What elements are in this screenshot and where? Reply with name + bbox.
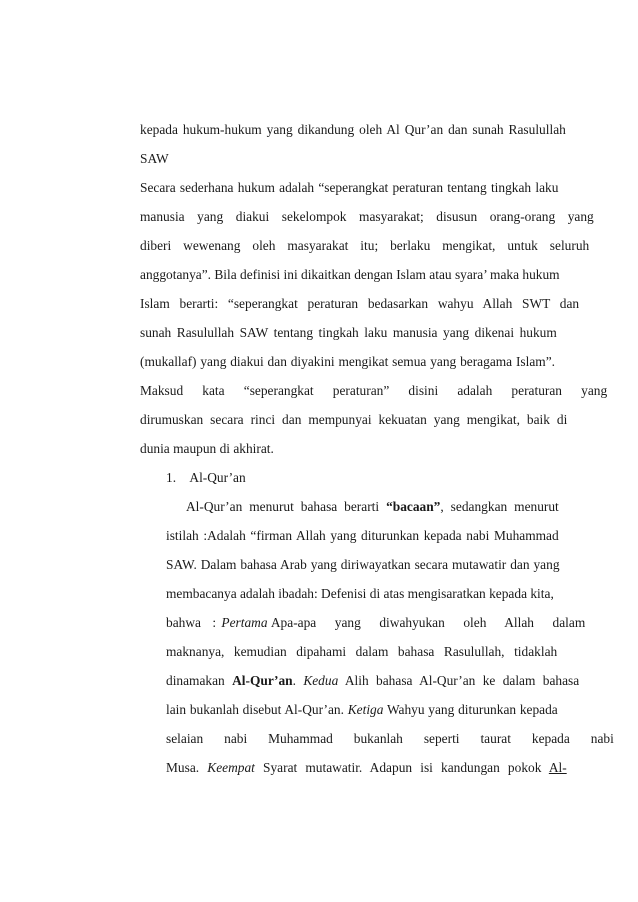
text-segment: Al-Qur’an menurut bahasa berarti bbox=[186, 499, 387, 514]
text-segment: Apa-apa yang diwahyukan oleh Allah dalam bbox=[270, 615, 586, 630]
text-line bbox=[140, 412, 568, 428]
text-line-content: Secara sederhana hukum adalah “seperangkat peraturan tentang tingkah laku bbox=[140, 180, 559, 195]
text-line bbox=[140, 209, 594, 225]
text-line bbox=[140, 296, 580, 312]
text-line bbox=[166, 557, 560, 573]
text-line bbox=[186, 499, 559, 515]
text-line-content: membacanya adalah ibadah: Defenisi di atas mengisaratkan kepada kita, bbox=[166, 586, 554, 601]
text-line-content: anggotanya”. Bila definisi ini dikaitkan dengan Islam atau syara’ maka hukum bbox=[140, 267, 560, 282]
text-segment: Syarat mutawatir. Adapun isi kandungan pokok bbox=[254, 760, 549, 775]
text-line bbox=[166, 702, 558, 718]
italic-term: Kedua bbox=[303, 673, 339, 688]
text-line bbox=[166, 673, 579, 689]
text-line bbox=[140, 354, 556, 370]
text-line bbox=[140, 267, 560, 283]
text-segment: : bbox=[212, 615, 217, 630]
text-segment: Alih bahasa Al-Qur’an ke dalam bahasa bbox=[338, 673, 580, 688]
text-line-content: istilah :Adalah “firman Allah yang diturunkan kepada nabi Muhammad bbox=[166, 528, 559, 543]
text-line-content: SAW bbox=[140, 151, 169, 166]
underlined-term: Al- bbox=[548, 760, 567, 775]
text-segment: , sedangkan menurut bbox=[440, 499, 559, 514]
text-line bbox=[166, 760, 567, 776]
text-segment: lain bukanlah disebut Al-Qur’an. bbox=[166, 702, 348, 717]
list-item-title: Al-Qur’an bbox=[189, 470, 246, 485]
text-line bbox=[140, 441, 274, 457]
text-line bbox=[140, 325, 557, 341]
text-line bbox=[140, 383, 608, 399]
text-line bbox=[140, 180, 559, 196]
text-segment: bahwa bbox=[166, 615, 201, 630]
text-line bbox=[140, 122, 566, 138]
italic-term: Keempat bbox=[207, 760, 255, 775]
list-number: 1. bbox=[166, 470, 177, 485]
bold-term: Al-Qur’an bbox=[232, 673, 293, 688]
text-line-content: manusia yang diakui sekelompok masyarakat; disusun orang-orang yang bbox=[140, 209, 594, 224]
text-line-content: SAW. Dalam bahasa Arab yang diriwayatkan secara mutawatir dan yang bbox=[166, 557, 560, 572]
text-line-content: (mukallaf) yang diakui dan diyakini mengikat semua yang beragama Islam”. bbox=[140, 354, 556, 369]
italic-term: Pertama bbox=[221, 615, 268, 630]
text-segment: dinamakan bbox=[166, 673, 233, 688]
text-line-content: Maksud kata “seperangkat peraturan” disini adalah peraturan yang bbox=[140, 383, 608, 398]
list-item-heading bbox=[166, 470, 246, 486]
text-line-content: diberi wewenang oleh masyarakat itu; berlaku mengikat, untuk seluruh bbox=[140, 238, 590, 253]
text-line bbox=[166, 731, 614, 747]
text-line bbox=[140, 151, 169, 167]
text-line bbox=[140, 238, 590, 254]
text-segment: Wahyu yang diturunkan kepada bbox=[383, 702, 558, 717]
text-segment: . bbox=[292, 673, 304, 688]
text-line bbox=[166, 615, 585, 631]
text-line-content: kepada hukum-hukum yang dikandung oleh Al Qur’an dan sunah Rasulullah bbox=[140, 122, 566, 137]
bold-term: “bacaan” bbox=[386, 499, 441, 514]
text-line-content: maknanya, kemudian dipahami dalam bahasa Rasulullah, tidaklah bbox=[166, 644, 558, 659]
text-line-content: Islam berarti: “seperangkat peraturan bedasarkan wahyu Allah SWT dan bbox=[140, 296, 580, 311]
text-line bbox=[166, 586, 554, 602]
text-line bbox=[166, 644, 557, 660]
text-line-content: sunah Rasulullah SAW tentang tingkah laku manusia yang dikenai hukum bbox=[140, 325, 557, 340]
italic-term: Ketiga bbox=[347, 702, 384, 717]
text-line bbox=[166, 528, 559, 544]
text-line-content: dunia maupun di akhirat. bbox=[140, 441, 274, 456]
text-line-content: dirumuskan secara rinci dan mempunyai kekuatan yang mengikat, baik di bbox=[140, 412, 568, 427]
text-segment: Musa. bbox=[166, 760, 208, 775]
text-line-content: selaian nabi Muhammad bukanlah seperti taurat kepada nabi bbox=[166, 731, 614, 746]
